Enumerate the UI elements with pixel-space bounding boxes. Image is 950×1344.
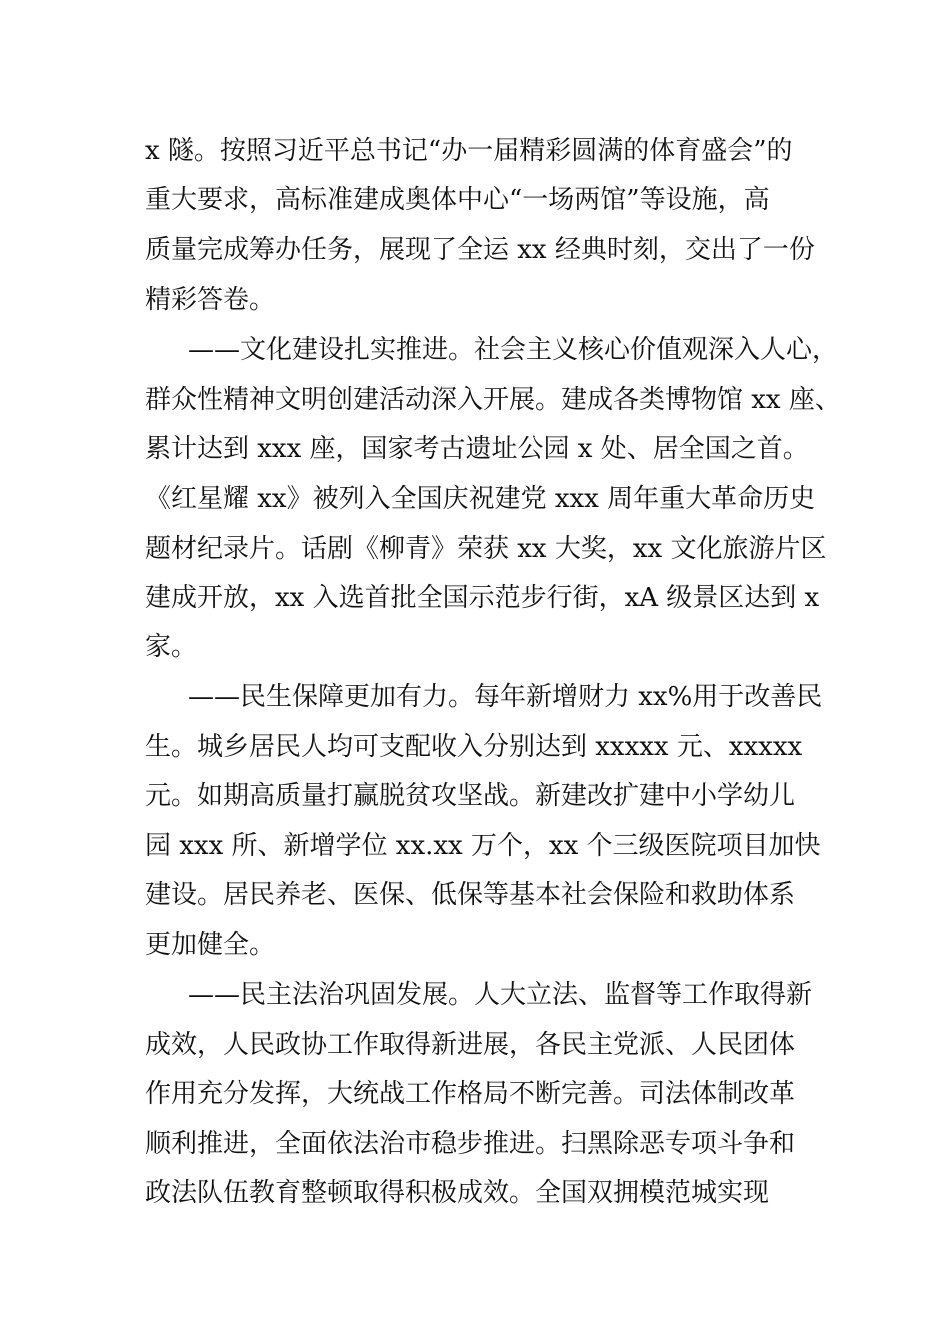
text-line: 顺利推进，全面依法治市稳步推进。扫黑除恶专项斗争和 xyxy=(145,1129,796,1159)
text-line: ——文化建设扎实推进。社会主义核心价值观深入人心， xyxy=(188,335,839,365)
text-line: 重大要求，高标准建成奥体中心“一场两馆”等设施，高 xyxy=(145,185,770,215)
text-line: 累计达到 xxx 座，国家考古遗址公园 x 处、居全国之首。 xyxy=(145,434,809,464)
text-line: 题材纪录片。话剧《柳青》荣获 xx 大奖，xx 文化旅游片区 xyxy=(145,534,827,564)
text-line: 更加健全。 xyxy=(145,930,276,960)
text-line: 精彩答卷。 xyxy=(145,285,276,315)
text-line: ——民主法治巩固发展。人大立法、监督等工作取得新 xyxy=(188,980,813,1010)
text-line: 质量完成筹办任务，展现了全运 xx 经典时刻，交出了一份 xyxy=(145,235,815,265)
text-line: ——民生保障更加有力。每年新增财力 xx%用于改善民 xyxy=(188,682,823,712)
text-line: 家。 xyxy=(145,632,198,662)
text-line: 园 xxx 所、新增学位 xx.xx 万个，xx 个三级医院项目加快 xyxy=(145,831,821,861)
text-line: 作用充分发挥，大统战工作格局不断完善。司法体制改革 xyxy=(145,1079,796,1109)
text-line: 《红星耀 xx》被列入全国庆祝建党 xxx 周年重大革命历史 xyxy=(145,484,816,514)
text-line: 政法队伍教育整顿取得积极成效。全国双拥模范城实现 xyxy=(145,1178,770,1208)
text-line: 建设。居民养老、医保、低保等基本社会保险和救助体系 xyxy=(145,880,796,910)
text-line: 建成开放，xx 入选首批全国示范步行街，xA 级景区达到 x xyxy=(145,583,820,613)
text-line: 元。如期高质量打赢脱贫攻坚战。新建改扩建中小学幼儿 xyxy=(145,781,796,811)
text-line: 生。城乡居民人均可支配收入分别达到 xxxxx 元、xxxxx xyxy=(145,732,803,762)
text-line: 成效，人民政协工作取得新进展，各民主党派、人民团体 xyxy=(145,1030,796,1060)
text-line: x 隧。按照习近平总书记“办一届精彩圆满的体育盛会”的 xyxy=(145,136,793,166)
text-line: 群众性精神文明创建活动深入开展。建成各类博物馆 xx 座、 xyxy=(145,385,841,415)
